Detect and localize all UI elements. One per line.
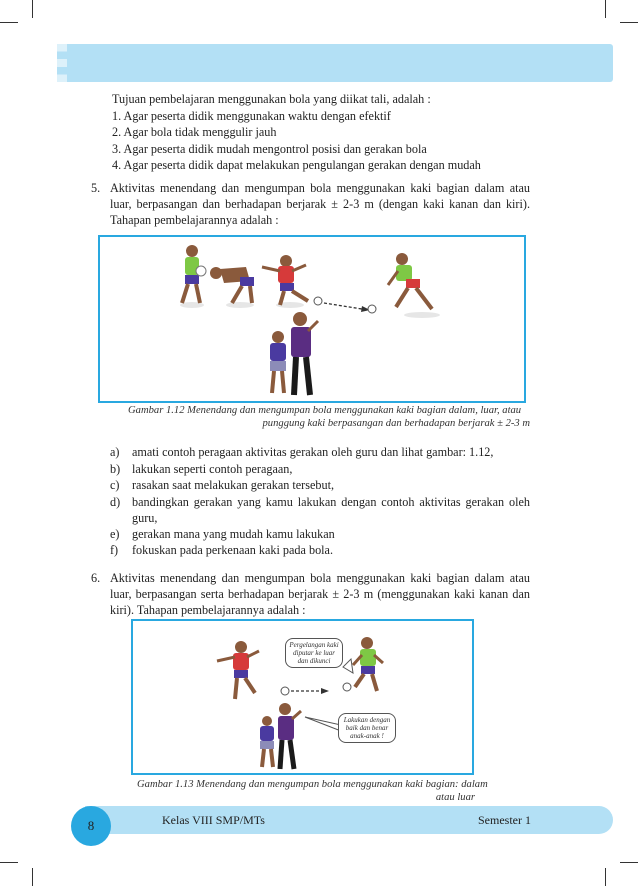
step-letter: b) bbox=[110, 462, 121, 476]
figure-caption: atau luar bbox=[435, 792, 475, 803]
step-text: rasakan saat melakukan gerakan tersebut, bbox=[132, 478, 335, 492]
player-figure bbox=[388, 253, 432, 309]
crop-mark bbox=[620, 862, 638, 863]
intro-heading: Tujuan pembelajaran menggunakan bola yang diikat tali, adalah : bbox=[112, 92, 431, 106]
intro-item: 3. Agar peserta didik mudah mengontrol posisi dan gerakan bola bbox=[112, 142, 427, 156]
figure-caption: Gambar 1.12 Menendang dan mengumpan bola menggunakan kaki bagian dalam, luar, atau bbox=[128, 405, 522, 416]
intro-item: 4. Agar peserta didik dapat melakukan pengulangan gerakan dengan mudah bbox=[112, 158, 481, 172]
page-number: 8 bbox=[71, 806, 111, 846]
step-text: lakukan seperti contoh peragaan, bbox=[132, 462, 293, 476]
crop-mark bbox=[605, 0, 606, 18]
step-text: amati contoh peragaan aktivitas gerakan oleh guru dan lihat gambar: 1.12, bbox=[132, 445, 494, 459]
intro-item: 2. Agar bola tidak menggulir jauh bbox=[112, 125, 277, 139]
figure-caption: punggung kaki berpasangan dan berhadapan berjarak ± 2-3 m bbox=[262, 418, 530, 429]
student-figure bbox=[270, 331, 286, 393]
figure-caption: Gambar 1.13 Menendang dan mengumpan bola menggunakan kaki bagian: dalam bbox=[137, 779, 488, 790]
step-text: fokuskan pada perkenaan kaki pada bola. bbox=[132, 543, 334, 557]
section-number: 5. bbox=[91, 181, 101, 195]
header-band bbox=[57, 44, 613, 82]
crop-mark bbox=[0, 22, 18, 23]
player-figure bbox=[182, 245, 206, 303]
step-text: gerakan mana yang mudah kamu lakukan bbox=[132, 527, 335, 541]
section-paragraph: Aktivitas menendang dan mengumpan bola menggunakan kaki bagian dalam atau luar, berpasangan dan berhadapan berjarak ± 2-3 m (dengan kaki kanan dan kiri). Tahapan pembelajarannya adalah : bbox=[110, 181, 530, 227]
figure-1-13 bbox=[131, 619, 474, 775]
crop-mark bbox=[0, 862, 18, 863]
step-letter: e) bbox=[110, 527, 120, 541]
crop-mark bbox=[605, 868, 606, 886]
step-letter: c) bbox=[110, 478, 120, 492]
callout-bubble: Pergelangan kaki diputar ke luar dan dikunci bbox=[285, 638, 343, 668]
player-figure bbox=[217, 641, 259, 699]
section-number: 6. bbox=[91, 571, 101, 585]
footer-semester: Semester 1 bbox=[478, 813, 531, 827]
teacher-figure bbox=[291, 312, 318, 395]
step-letter: f) bbox=[110, 543, 119, 557]
crop-mark bbox=[32, 0, 33, 18]
figure-1-12-illustration bbox=[100, 237, 524, 401]
step-letter: d) bbox=[110, 495, 121, 509]
teacher-figure bbox=[278, 703, 301, 769]
player-figure bbox=[210, 267, 254, 303]
section-paragraph: Aktivitas menendang dan mengumpan bola menggunakan kaki bagian dalam atau luar, berpasangan serta berhadapan berjarak ± 2-3 m (menggunakan kaki kanan dan kiri). Tahapan pembelajarannya adalah : bbox=[110, 571, 530, 617]
header-notch bbox=[57, 44, 67, 82]
figure-1-12 bbox=[98, 235, 526, 403]
callout-bubble: Lakukan dengan baik dan benar anak-anak ! bbox=[338, 713, 396, 743]
crop-mark bbox=[620, 22, 638, 23]
player-figure bbox=[353, 637, 383, 691]
student-figure bbox=[260, 716, 274, 767]
step-text: bandingkan gerakan yang kamu lakukan dengan contoh aktivitas gerakan oleh guru, bbox=[132, 495, 530, 525]
footer-book-title: Kelas VIII SMP/MTs bbox=[162, 813, 265, 827]
step-letter: a) bbox=[110, 445, 120, 459]
crop-mark bbox=[32, 868, 33, 886]
player-figure bbox=[262, 255, 308, 305]
intro-item: 1. Agar peserta didik menggunakan waktu dengan efektif bbox=[112, 109, 391, 123]
